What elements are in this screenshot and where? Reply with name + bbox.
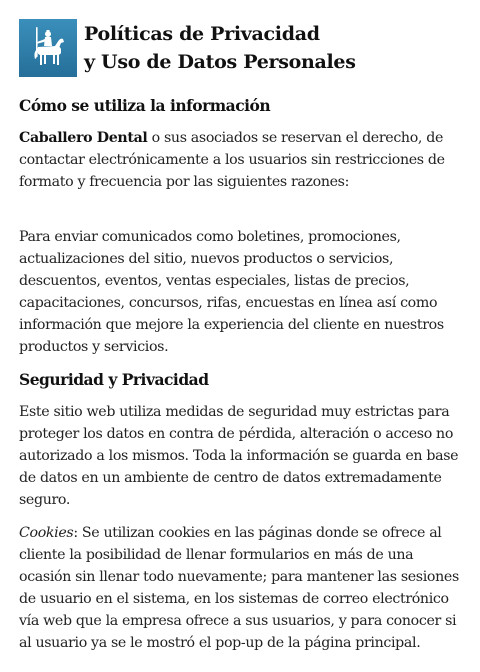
knight-on-horse-icon bbox=[19, 19, 77, 77]
page-title bbox=[84, 20, 356, 76]
page-title-line1: Políticas de Privacidad bbox=[84, 23, 320, 45]
security-body: Este sitio web utiliza medidas de seguridad muy estrictas para proteger los datos en contra de pérdida, alteración o acceso no autorizado a los mismos. Toda la información se guarda en base de datos en un ambiente de centro de datos extremadamente seguro. bbox=[19, 404, 459, 508]
info-usage-intro-text: o sus asociados se reservan el derecho, de contactar electrónicamente a los usuarios sin restricciones de formato y frecuencia por las siguientes razones: bbox=[19, 130, 445, 190]
info-usage-intro bbox=[19, 127, 461, 193]
cookies-paragraph bbox=[19, 522, 461, 654]
cookies-term: Cookies bbox=[19, 525, 74, 541]
info-usage-reasons: Para enviar comunicados como boletines, promociones, actualizaciones del sitio, nuevos productos o servicios, descuentos, eventos, ventas especiales, listas de precios, capacitaciones, concursos, rifas, encuestas en línea así como información que mejore la experiencia del cliente en nuestros productos y servicios. bbox=[19, 229, 444, 355]
section-heading-security: Seguridad y Privacidad bbox=[19, 370, 209, 389]
section-heading-info-usage: Cómo se utiliza la información bbox=[19, 96, 271, 115]
page-title-line2: y Uso de Datos Personales bbox=[84, 51, 356, 73]
knight-silhouette bbox=[28, 25, 68, 71]
cookies-body: : Se utilizan cookies en las páginas donde se ofrece al cliente la posibilidad de llenar formularios en más de una ocasión sin llenar todo nuevamente; para mantener las sesiones de usuario en el sistema, en los sistemas de correo electrónico vía web que la empresa ofrece a sus usuarios, y para conocer si al usuario ya se le mostró el pop-up de la página principal. bbox=[19, 525, 459, 651]
page-header bbox=[19, 19, 461, 77]
brand-name: Caballero Dental bbox=[19, 130, 148, 146]
spacer bbox=[19, 204, 461, 226]
